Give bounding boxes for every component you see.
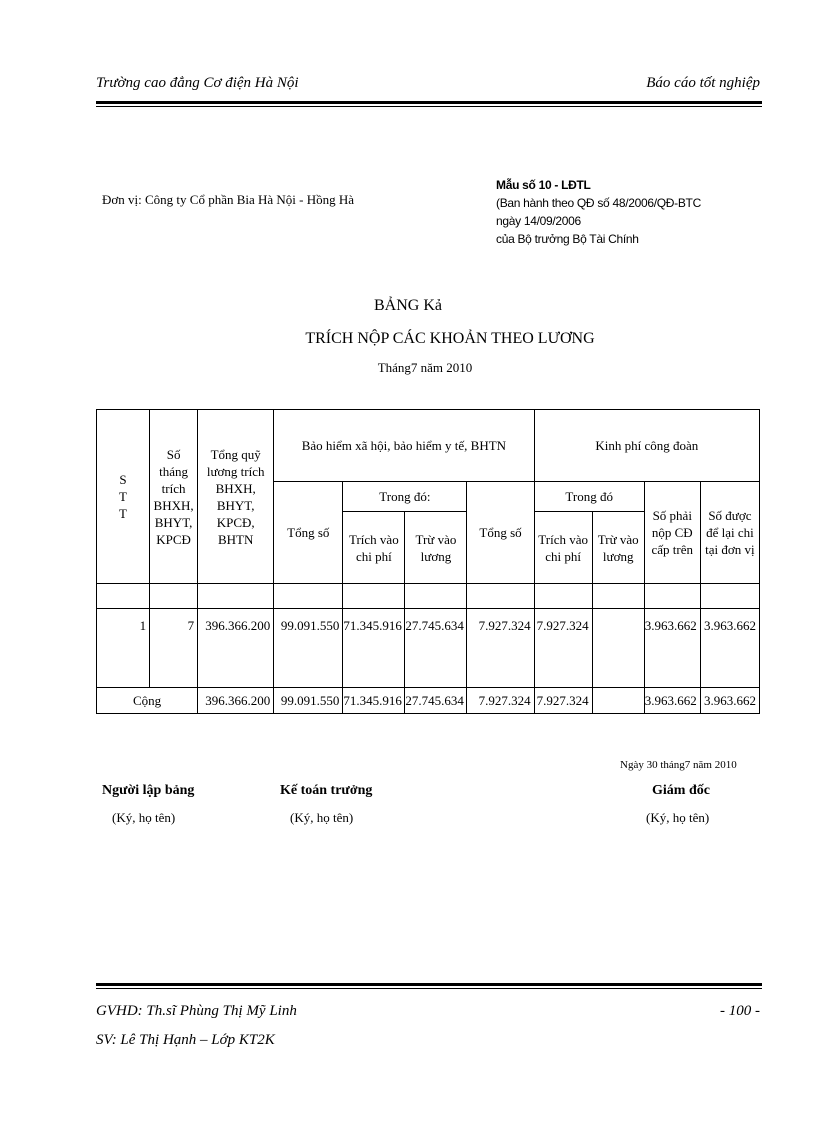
total-ins-wage: 27.745.634 [405, 688, 467, 714]
cell-months: 7 [150, 609, 198, 688]
cell-un-wage [592, 609, 644, 688]
sig-director-note: (Ký, họ tên) [646, 810, 710, 825]
table-row [97, 609, 760, 688]
cell-un-pay: 3.963.662 [644, 609, 700, 688]
col-ins-of-which: Trong đó: [343, 482, 467, 512]
cell-ins-cost: 71.345.916 [343, 609, 405, 688]
sig-accountant: Kế toán trưởng [280, 783, 373, 798]
col-ins-total: Tổng số [274, 482, 343, 584]
cell-ins-wage: 27.745.634 [405, 609, 467, 688]
sig-preparer: Người lập bảng [102, 783, 195, 798]
col-ins-wage: Trừ vào lương [405, 512, 467, 584]
col-stt: S T T [97, 410, 150, 584]
col-un-cost: Trích vào chi phí [534, 512, 592, 584]
unit-name: Đơn vị: Công ty Cổ phần Bia Hà Nội - Hồng Hà [102, 192, 355, 207]
cell-stt: 1 [97, 609, 150, 688]
total-un-keep: 3.963.662 [700, 688, 759, 714]
cell-un-keep: 3.963.662 [700, 609, 759, 688]
col-un-of-which: Trong đó [534, 482, 644, 512]
total-un-total: 7.927.324 [467, 688, 534, 714]
header-school: Trường cao đẳng Cơ điện Hà Nội [96, 75, 299, 91]
spacer-row [97, 584, 760, 609]
cell-fund: 396.366.200 [198, 609, 274, 688]
total-un-wage [592, 688, 644, 714]
col-months: Số tháng trích BHXH, BHYT, KPCĐ [150, 410, 198, 584]
col-un-total: Tổng số [467, 482, 534, 584]
doc-subtitle: TRÍCH NỘP CÁC KHOẢN THEO LƯƠNG [305, 330, 595, 347]
total-un-pay: 3.963.662 [644, 688, 700, 714]
col-fund: Tổng quỹ lương trích BHXH, BHYT, KPCĐ, BHTN [198, 410, 274, 584]
sig-accountant-note: (Ký, họ tên) [290, 810, 354, 825]
col-un-wage: Trừ vào lương [592, 512, 644, 584]
form-line-3: của Bộ trưởng Bộ Tài Chính [496, 232, 639, 246]
cell-un-cost: 7.927.324 [534, 609, 592, 688]
header-rule-thick [96, 101, 762, 104]
form-code: Mẫu số 10 - LĐTL [496, 178, 591, 192]
total-fund: 396.366.200 [198, 688, 274, 714]
footer-student: SV: Lê Thị Hạnh – Lớp KT2K [96, 1032, 275, 1048]
form-line-1: (Ban hành theo QĐ số 48/2006/QĐ-BTC [496, 196, 701, 210]
total-ins-cost: 71.345.916 [343, 688, 405, 714]
total-label: Cộng [97, 688, 198, 714]
col-un-pay: Số phải nộp CĐ cấp trên [644, 482, 700, 584]
header-rule-thin [96, 106, 762, 107]
total-row [97, 688, 760, 714]
form-line-2: ngày 14/09/2006 [496, 214, 581, 228]
footer-rule-thin [96, 988, 762, 989]
header-report: Báo cáo tốt nghiệp [646, 75, 760, 91]
sig-preparer-note: (Ký, họ tên) [112, 810, 176, 825]
total-ins-total: 99.091.550 [274, 688, 343, 714]
contribution-table [96, 409, 760, 714]
cell-un-total: 7.927.324 [467, 609, 534, 688]
sign-date: Ngày 30 tháng7 năm 2010 [620, 759, 737, 771]
total-un-cost: 7.927.324 [534, 688, 592, 714]
sig-director: Giám đốc [652, 783, 710, 798]
form-info [496, 176, 701, 248]
col-un-keep: Số được để lại chi tại đơn vị [700, 482, 759, 584]
footer-supervisor: GVHD: Th.sĩ Phùng Thị Mỹ Linh [96, 1003, 297, 1019]
cell-ins-total: 99.091.550 [274, 609, 343, 688]
footer-page-number: - 100 - [720, 1003, 760, 1019]
col-insurance: Bảo hiểm xã hội, bảo hiểm y tế, BHTN [274, 410, 534, 482]
doc-title: BẢNG Kả [374, 297, 442, 314]
doc-period: Tháng7 năm 2010 [377, 360, 473, 375]
col-ins-cost: Trích vào chi phí [343, 512, 405, 584]
footer-rule-thick [96, 983, 762, 986]
col-union: Kinh phí công đoàn [534, 410, 759, 482]
